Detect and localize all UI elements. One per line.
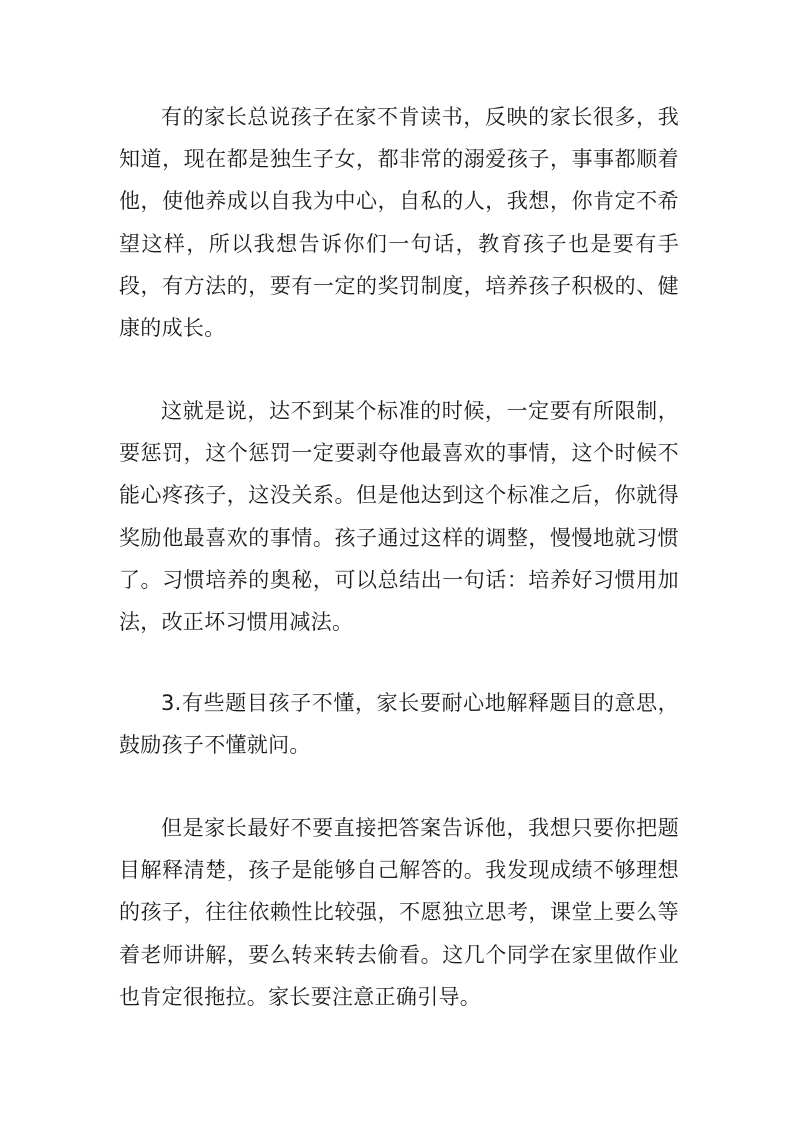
paragraph-1: 有的家长总说孩子在家不肯读书，反映的家长很多，我知道，现在都是独生子女，都非常的溺爱孩子，事事都顺着他，使他养成以自我为中心，自私的人，我想，你肯定不希望这样，所以我想告诉你们一句话，教育孩子也是要有手段，有方法的，要有一定的奖罚制度，培养孩子积极的、健康的成长。 [119,105,679,341]
paragraph-4: 但是家长最好不要直接把答案告诉他，我想只要你把题目解释清楚，孩子是能够自己解答的。我发现成绩不够理想的孩子，往往依赖性比较强，不愿独立思考，课堂上要么等着老师讲解，要么转来转去偷看。这几个同学在家里做作业也肯定很拖拉。家长要注意正确引导。 [119,816,679,1009]
paragraph-3: 3.有些题目孩子不懂，家长要耐心地解释题目的意思，鼓励孩子不懂就问。 [119,691,679,758]
paragraph-2: 这就是说，达不到某个标准的时候，一定要有所限制，要惩罚，这个惩罚一定要剥夺他最喜欢的事情，这个时候不能心疼孩子，这没关系。但是他达到这个标准之后，你就得奖励他最喜欢的事情。孩子通过这样的调整，慢慢地就习惯了。习惯培养的奥秘，可以总结出一句话：培养好习惯用加法，改正坏习惯用减法。 [119,399,679,635]
